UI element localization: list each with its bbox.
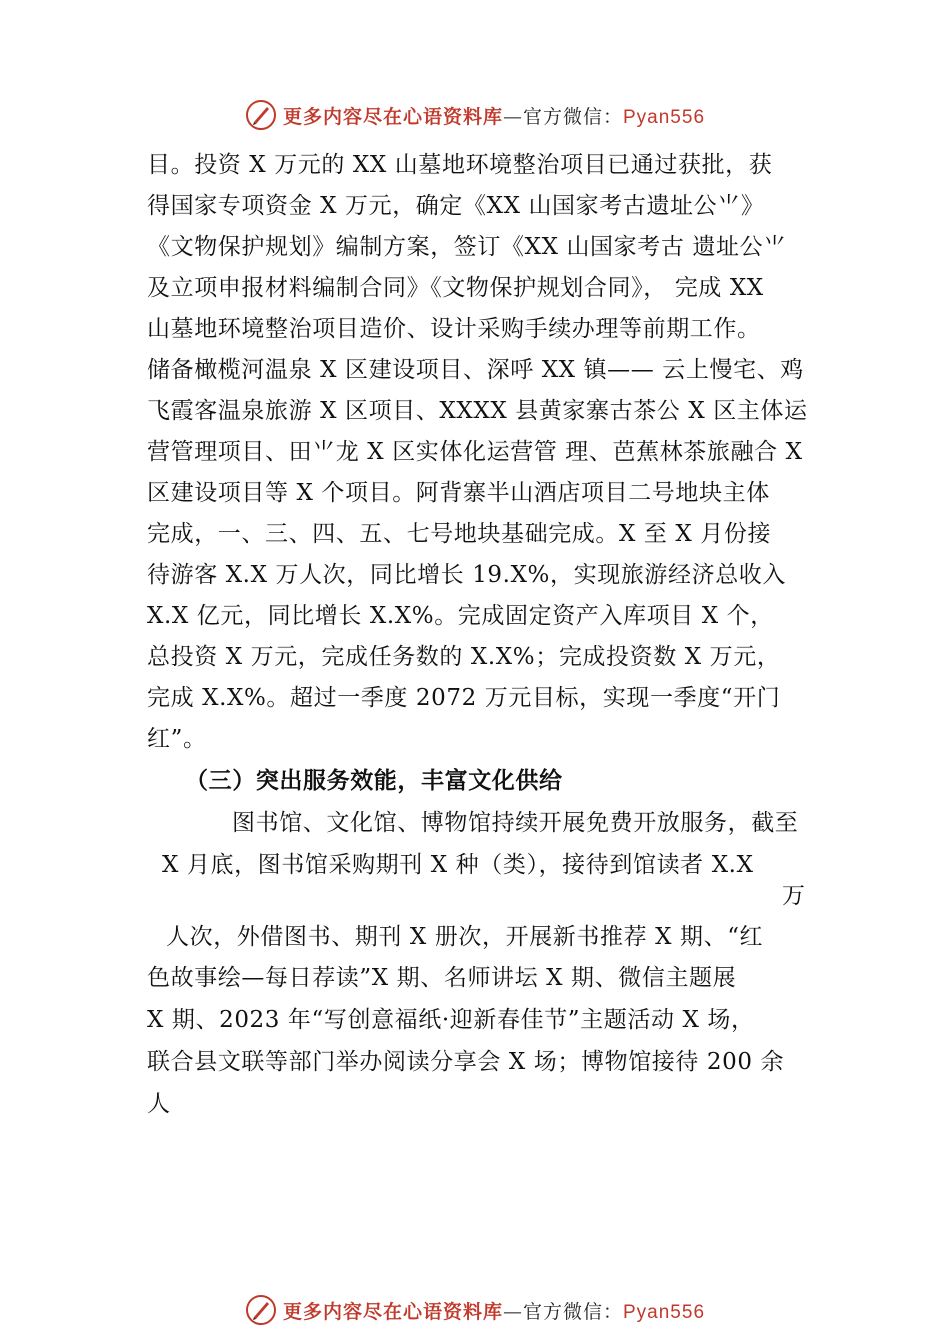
text-line: 人次，外借图书、期刊 X 册次，开展新书推荐 X 期、“红 — [166, 924, 764, 950]
text-line: 完成，一、三、四、五、七号地块基础完成。X 至 X 月份接 — [147, 521, 772, 547]
text-line: 得国家专项资金 X 万元，确定《XX 山国家考古遗址公⺌》 — [147, 193, 765, 219]
text-line: 山墓地环境整治项目造价、设计采购手续办理等前期工作。 — [147, 316, 761, 342]
text-line: 飞霞客温泉旅游 X 区项目、XXXX 县黄家寨古茶公 X 区主体运 — [147, 398, 808, 424]
header-banner — [0, 95, 950, 135]
banner-wechat-id: Pyan556 — [623, 106, 706, 128]
quill-seal-icon — [245, 99, 277, 131]
text-line: X 期、2023 年“写创意福纸·迎新春佳节”主题活动 X 场， — [147, 1007, 755, 1033]
text-line: 及立项申报材料编制合同》《文物保护规划合同》， 完成 XX — [147, 275, 764, 301]
banner-brand: 更多内容尽在心语资料库 — [282, 1300, 503, 1323]
banner-text — [283, 102, 705, 129]
text-line: 图书馆、文化馆、博物馆持续开展免费开放服务，截至 — [232, 810, 799, 836]
banner-text — [283, 1297, 705, 1324]
text-line: 区建设项目等 X 个项目。阿背寨半山酒店项目二号地块主体 — [147, 480, 770, 506]
banner-brand: 更多内容尽在心语资料库 — [282, 105, 503, 128]
text-line: 色故事绘—每日荐读”X 期、名师讲坛 X 期、微信主题展 — [147, 965, 737, 991]
quill-seal-icon — [245, 1294, 277, 1326]
text-line: 《文物保护规划》编制方案，签订《XX 山国家考古 遗址公⺌ — [147, 234, 787, 260]
text-line: X 月底，图书馆采购期刊 X 种（类），接待到馆读者 X.X — [162, 852, 754, 878]
section-heading: （三）突出服务效能，丰富文化供给 — [185, 767, 563, 794]
banner-official: 官方微信： — [522, 105, 623, 128]
text-line: 红”。 — [147, 726, 207, 752]
text-line: X.X 亿元，同比增长 X.X%。完成固定资产入库项目 X 个， — [147, 603, 774, 629]
banner-official: 官方微信： — [522, 1300, 623, 1323]
footer-banner — [0, 1290, 950, 1330]
text-line: 目。投资 X 万元的 XX 山墓地环境整治项目已通过获批，获 — [147, 152, 773, 178]
text-line: 人 — [147, 1091, 171, 1117]
text-line: 完成 X.X%。超过一季度 2072 万元目标，实现一季度“开门 — [147, 685, 781, 711]
text-line-wrap: 万 — [782, 883, 806, 909]
text-line: 营管理项目、田⺌龙 X 区实体化运营管 理、芭蕉林茶旅融合 X — [147, 439, 803, 465]
banner-wechat-id: Pyan556 — [623, 1301, 706, 1323]
text-line: 储备橄榄河温泉 X 区建设项目、深呼 XX 镇—— 云上慢宅、鸡 — [147, 357, 804, 383]
banner-dash: — — [502, 1300, 523, 1323]
text-line: 待游客 X.X 万人次，同比增长 19.X%，实现旅游经济总收入 — [147, 562, 786, 588]
text-line: 联合县文联等部门举办阅读分享会 X 场；博物馆接待 200 余 — [147, 1049, 785, 1075]
banner-dash: — — [502, 105, 523, 128]
text-line: 总投资 X 万元，完成任务数的 X.X%；完成投资数 X 万元， — [147, 644, 781, 670]
